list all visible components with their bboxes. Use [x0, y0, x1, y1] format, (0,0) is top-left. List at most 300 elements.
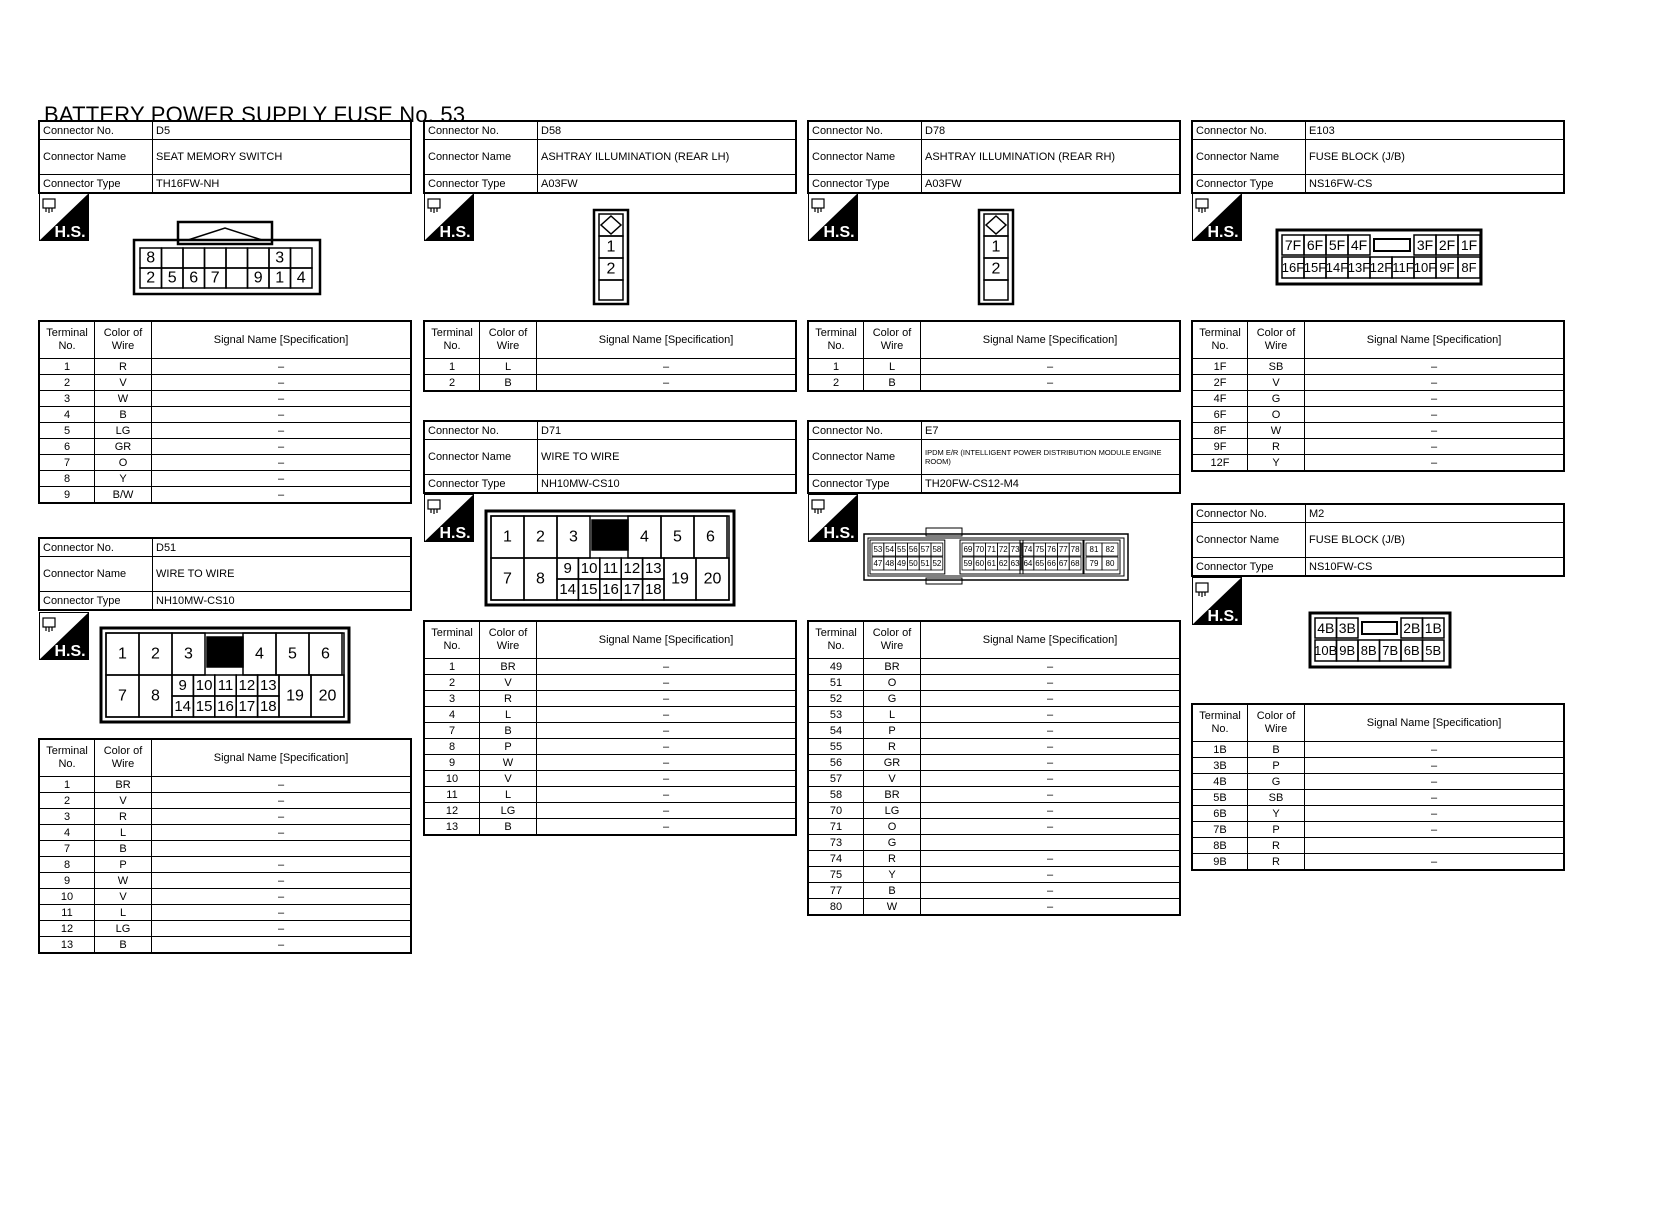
signal-cell: – [152, 439, 412, 455]
terminal-cell: 11 [424, 787, 480, 803]
label-connector-no: Connector No. [808, 421, 922, 440]
pin-label: 15F [1303, 260, 1327, 275]
connector-type-value: A03FW [922, 175, 1181, 194]
connector-type-value: TH20FW-CS12-M4 [922, 475, 1181, 494]
label-connector-name: Connector Name [39, 557, 153, 592]
table-row [808, 899, 1180, 916]
connector-e7-face [862, 526, 1130, 586]
terminal-cell: 55 [808, 739, 864, 755]
color-cell: B [480, 375, 537, 392]
connector-name-value: ASHTRAY ILLUMINATION (REAR LH) [538, 140, 797, 175]
pin-label: 10 [195, 677, 213, 694]
hs-label: H.S. [439, 224, 471, 241]
terminal-cell: 12 [39, 921, 95, 937]
signal-cell: – [921, 755, 1181, 771]
signal-cell: – [1305, 854, 1565, 871]
pin-label: 6 [189, 269, 199, 287]
terminal-cell: 3 [39, 391, 95, 407]
pin-label: 6F [1306, 237, 1324, 253]
color-cell: R [480, 691, 537, 707]
signal-cell: – [537, 819, 797, 836]
pin-label: 1F [1460, 237, 1478, 253]
signal-cell: – [537, 659, 797, 675]
color-cell: Y [1248, 455, 1305, 472]
pin-label: 3 [275, 249, 285, 267]
pin-label: 8 [146, 249, 156, 267]
signal-header: Signal Name [Specification] [921, 621, 1181, 659]
terminal-header: Terminal No. [424, 621, 480, 659]
terminal-cell: 58 [808, 787, 864, 803]
terminal-cell: 1 [39, 777, 95, 793]
label-connector-no: Connector No. [39, 121, 153, 140]
signal-cell: – [921, 359, 1181, 375]
color-cell: O [864, 675, 921, 691]
terminal-cell: 8B [1192, 838, 1248, 854]
pin-label: 19 [671, 570, 689, 588]
signal-header: Signal Name [Specification] [152, 739, 412, 777]
harness-side-icon [39, 612, 93, 664]
terminal-cell: 4 [39, 407, 95, 423]
harness-side-icon [424, 494, 478, 546]
terminal-cell: 2 [39, 375, 95, 391]
table-row [1192, 758, 1564, 774]
table-row [39, 487, 411, 504]
pin-label: 7B [1382, 643, 1399, 658]
connector-d5-face [132, 218, 322, 298]
color-cell: P [480, 739, 537, 755]
pin-label: 80 [1105, 559, 1115, 568]
table-row [808, 675, 1180, 691]
terminal-cell: 8 [424, 739, 480, 755]
terminal-cell: 70 [808, 803, 864, 819]
terminal-cell: 10 [424, 771, 480, 787]
signal-cell: – [152, 921, 412, 937]
pin-label: 1B [1424, 620, 1442, 636]
color-cell: B [864, 883, 921, 899]
connector-d78-face [977, 208, 1015, 306]
pin-label: 57 [920, 545, 930, 554]
terminal-table-m2 [1191, 703, 1565, 871]
signal-cell: – [1305, 359, 1565, 375]
table-row [1192, 774, 1564, 790]
pin-label: 81 [1089, 545, 1099, 554]
table-row [1192, 375, 1564, 391]
signal-header: Signal Name [Specification] [1305, 704, 1565, 742]
color-cell: R [864, 739, 921, 755]
table-row [39, 391, 411, 407]
harness-side-icon [1192, 193, 1246, 245]
signal-cell: – [152, 407, 412, 423]
pin-label: 1 [606, 238, 616, 256]
pin-label: 3B [1338, 620, 1356, 636]
table-row [39, 471, 411, 487]
pin-label: 3 [184, 645, 193, 663]
connector-type-value: A03FW [538, 175, 797, 194]
terminal-cell: 2 [808, 375, 864, 392]
color-cell: P [1248, 758, 1305, 774]
color-cell: W [480, 755, 537, 771]
table-row [424, 375, 796, 392]
pin-label: 7 [118, 687, 127, 705]
signal-cell: – [152, 937, 412, 954]
pin-label: 9 [178, 677, 187, 694]
harness-side-icon [1192, 577, 1246, 629]
table-row [1192, 838, 1564, 854]
pin-label: 66 [1047, 559, 1056, 568]
label-connector-no: Connector No. [424, 421, 538, 440]
pin-label: 8B [1360, 643, 1377, 658]
pin-label: 47 [873, 559, 883, 568]
table-row [808, 787, 1180, 803]
harness-side-icon [424, 193, 478, 245]
terminal-cell: 1 [424, 659, 480, 675]
pin-label: 72 [998, 545, 1008, 554]
color-cell: O [864, 819, 921, 835]
label-connector-type: Connector Type [1192, 558, 1306, 577]
pin-label: 12 [623, 560, 641, 577]
signal-cell: – [921, 867, 1181, 883]
signal-cell: – [921, 787, 1181, 803]
terminal-table-d51 [38, 738, 412, 954]
color-cell: L [480, 787, 537, 803]
connector-type-value: NS10FW-CS [1306, 558, 1565, 577]
table-row [808, 359, 1180, 375]
connector-no-value: M2 [1306, 504, 1565, 523]
pin-label: 67 [1058, 559, 1068, 568]
color-header: Color of Wire [1248, 704, 1305, 742]
terminal-cell: 1B [1192, 742, 1248, 758]
terminal-cell: 1F [1192, 359, 1248, 375]
table-row [808, 691, 1180, 707]
signal-cell: – [921, 771, 1181, 787]
pin-label: 12 [238, 677, 256, 694]
pin-label: 82 [1105, 545, 1115, 554]
signal-cell: – [152, 375, 412, 391]
signal-cell [152, 841, 412, 857]
connector-e103-face [1275, 228, 1483, 286]
pin-label: 5 [673, 528, 682, 546]
color-cell: BR [864, 659, 921, 675]
terminal-cell: 56 [808, 755, 864, 771]
pin-label: 69 [963, 545, 973, 554]
table-row [39, 889, 411, 905]
pin-label: 2 [991, 260, 1001, 278]
connector-no-value: D78 [922, 121, 1181, 140]
table-row [808, 771, 1180, 787]
hs-label: H.S. [54, 643, 86, 660]
signal-cell: – [921, 739, 1181, 755]
label-connector-no: Connector No. [1192, 504, 1306, 523]
table-row [1192, 439, 1564, 455]
terminal-table-d5 [38, 320, 412, 504]
table-row [1192, 806, 1564, 822]
label-connector-type: Connector Type [39, 175, 153, 194]
terminal-cell: 1 [808, 359, 864, 375]
signal-cell: – [921, 659, 1181, 675]
pin-label: 13 [259, 677, 277, 694]
pin-label: 74 [1023, 545, 1033, 554]
signal-cell: – [537, 675, 797, 691]
terminal-header: Terminal No. [808, 321, 864, 359]
connector-no-value: D51 [153, 538, 412, 557]
label-connector-type: Connector Type [808, 175, 922, 194]
pin-label: 18 [644, 581, 662, 598]
signal-cell: – [537, 755, 797, 771]
signal-cell: – [152, 777, 412, 793]
pin-label: 53 [873, 545, 883, 554]
terminal-cell: 3B [1192, 758, 1248, 774]
pin-label: 4B [1317, 620, 1335, 636]
table-row [808, 803, 1180, 819]
terminal-cell: 7B [1192, 822, 1248, 838]
connector-name-value: FUSE BLOCK (J/B) [1306, 140, 1565, 175]
terminal-cell: 49 [808, 659, 864, 675]
hs-label: H.S. [1207, 224, 1239, 241]
connector-d71-face [484, 509, 736, 607]
color-cell: B [480, 819, 537, 836]
pin-label: 61 [987, 559, 996, 568]
pin-label: 18 [259, 698, 277, 715]
pin-label: 60 [975, 559, 985, 568]
signal-cell: – [152, 455, 412, 471]
pin-label: 64 [1023, 559, 1033, 568]
connector-header-d51 [38, 537, 412, 611]
signal-cell: – [921, 691, 1181, 707]
color-header: Color of Wire [1248, 321, 1305, 359]
terminal-cell: 7 [39, 841, 95, 857]
signal-cell: – [1305, 742, 1565, 758]
terminal-cell: 8 [39, 471, 95, 487]
terminal-cell: 57 [808, 771, 864, 787]
terminal-cell: 5 [39, 423, 95, 439]
pin-label: 48 [885, 559, 895, 568]
table-row [39, 937, 411, 954]
connector-no-value: D71 [538, 421, 797, 440]
table-row [39, 921, 411, 937]
signal-cell [1305, 838, 1565, 854]
color-cell: B [95, 841, 152, 857]
harness-side-icon [808, 494, 862, 546]
hs-label: H.S. [54, 224, 86, 241]
pin-label: 8 [151, 687, 160, 705]
table-row [39, 905, 411, 921]
signal-cell: – [1305, 407, 1565, 423]
terminal-header: Terminal No. [1192, 321, 1248, 359]
signal-cell: – [921, 883, 1181, 899]
pin-label: 8 [536, 570, 545, 588]
signal-cell: – [152, 359, 412, 375]
pin-label: 2 [146, 269, 156, 287]
label-connector-no: Connector No. [1192, 121, 1306, 140]
table-row [424, 659, 796, 675]
terminal-cell: 12F [1192, 455, 1248, 472]
terminal-cell: 53 [808, 707, 864, 723]
table-row [1192, 391, 1564, 407]
terminal-cell: 4B [1192, 774, 1248, 790]
label-connector-name: Connector Name [1192, 523, 1306, 558]
pin-label: 5 [167, 269, 177, 287]
color-cell: L [864, 359, 921, 375]
table-row [424, 723, 796, 739]
terminal-cell: 5B [1192, 790, 1248, 806]
signal-cell: – [537, 359, 797, 375]
pin-label: 52 [932, 559, 942, 568]
table-row [39, 777, 411, 793]
color-header: Color of Wire [480, 621, 537, 659]
signal-cell: – [152, 857, 412, 873]
color-header: Color of Wire [864, 321, 921, 359]
terminal-cell: 6F [1192, 407, 1248, 423]
color-cell: G [1248, 774, 1305, 790]
pin-label: 58 [932, 545, 942, 554]
pin-label: 77 [1058, 545, 1068, 554]
hs-label: H.S. [823, 525, 855, 542]
color-cell: W [95, 391, 152, 407]
table-row [39, 359, 411, 375]
signal-cell: – [537, 739, 797, 755]
table-row [424, 739, 796, 755]
color-cell: SB [1248, 359, 1305, 375]
table-row [39, 809, 411, 825]
table-row [808, 739, 1180, 755]
pin-label: 59 [963, 559, 973, 568]
table-row [39, 455, 411, 471]
label-connector-type: Connector Type [1192, 175, 1306, 194]
table-row [39, 375, 411, 391]
signal-cell: – [537, 691, 797, 707]
color-cell: V [1248, 375, 1305, 391]
pin-label: 75 [1035, 545, 1045, 554]
color-cell: Y [864, 867, 921, 883]
pin-label: 10 [580, 560, 598, 577]
terminal-cell: 7 [424, 723, 480, 739]
signal-cell: – [537, 803, 797, 819]
label-connector-no: Connector No. [39, 538, 153, 557]
pin-label: 73 [1010, 545, 1020, 554]
table-row [39, 407, 411, 423]
pin-label: 4 [296, 269, 306, 287]
color-cell: V [864, 771, 921, 787]
terminal-cell: 8 [39, 857, 95, 873]
terminal-cell: 71 [808, 819, 864, 835]
pin-label: 6 [706, 528, 715, 546]
terminal-cell: 2 [424, 675, 480, 691]
pin-label: 1 [503, 528, 512, 546]
color-header: Color of Wire [480, 321, 537, 359]
label-connector-name: Connector Name [808, 440, 922, 475]
pin-label: 16 [602, 581, 619, 598]
pin-label: 14 [174, 698, 192, 715]
color-cell: P [864, 723, 921, 739]
color-cell: LG [95, 921, 152, 937]
terminal-table-d78 [807, 320, 1181, 392]
pin-label: 15 [580, 581, 598, 598]
table-row [39, 825, 411, 841]
table-row [808, 851, 1180, 867]
hs-label: H.S. [439, 525, 471, 542]
terminal-cell: 11 [39, 905, 95, 921]
color-cell: V [480, 771, 537, 787]
connector-name-value: ASHTRAY ILLUMINATION (REAR RH) [922, 140, 1181, 175]
table-row [808, 755, 1180, 771]
signal-cell: – [1305, 774, 1565, 790]
terminal-table-e7 [807, 620, 1181, 916]
label-connector-name: Connector Name [808, 140, 922, 175]
pin-label: 4 [640, 528, 649, 546]
label-connector-name: Connector Name [1192, 140, 1306, 175]
connector-name-value: SEAT MEMORY SWITCH [153, 140, 412, 175]
pin-label: 50 [908, 559, 918, 568]
harness-side-icon [808, 193, 862, 245]
connector-no-value: E103 [1306, 121, 1565, 140]
terminal-cell: 3 [39, 809, 95, 825]
color-cell: GR [864, 755, 921, 771]
color-cell: P [95, 857, 152, 873]
color-cell: V [95, 889, 152, 905]
terminal-cell: 9 [39, 873, 95, 889]
table-row [424, 787, 796, 803]
terminal-cell: 7 [39, 455, 95, 471]
signal-cell: – [921, 675, 1181, 691]
connector-d58-face [592, 208, 630, 306]
signal-cell: – [921, 899, 1181, 916]
pin-label: 9B [1339, 643, 1356, 658]
color-cell: W [95, 873, 152, 889]
pin-label: 1 [118, 645, 127, 663]
signal-cell: – [537, 723, 797, 739]
signal-header: Signal Name [Specification] [921, 321, 1181, 359]
pin-label: 1 [275, 269, 285, 287]
table-row [808, 659, 1180, 675]
color-cell: G [1248, 391, 1305, 407]
color-header: Color of Wire [95, 739, 152, 777]
terminal-header: Terminal No. [808, 621, 864, 659]
connector-type-value: NH10MW-CS10 [538, 475, 797, 494]
connector-name-value: WIRE TO WIRE [153, 557, 412, 592]
terminal-header: Terminal No. [39, 321, 95, 359]
signal-cell: – [152, 889, 412, 905]
pin-label: 7F [1284, 237, 1302, 253]
terminal-cell: 8F [1192, 423, 1248, 439]
signal-cell: – [152, 905, 412, 921]
table-row [39, 423, 411, 439]
table-row [808, 375, 1180, 392]
page-title: BATTERY POWER SUPPLY FUSE No. 53 [44, 102, 466, 127]
color-cell: O [95, 455, 152, 471]
pin-label: 10B [1314, 643, 1338, 658]
pin-label: 13F [1347, 260, 1371, 275]
table-row [808, 723, 1180, 739]
label-connector-type: Connector Type [808, 475, 922, 494]
table-row [808, 707, 1180, 723]
color-cell: B [95, 407, 152, 423]
color-cell: B [864, 375, 921, 392]
color-cell: L [480, 707, 537, 723]
table-row [808, 835, 1180, 851]
table-row [424, 803, 796, 819]
terminal-table-d58 [423, 320, 797, 392]
pin-label: 11 [602, 560, 619, 577]
table-row [424, 691, 796, 707]
color-cell: L [480, 359, 537, 375]
signal-cell: – [1305, 375, 1565, 391]
hs-label: H.S. [1207, 608, 1239, 625]
color-cell: G [864, 691, 921, 707]
pin-label: 54 [885, 545, 895, 554]
pin-label: 62 [998, 559, 1008, 568]
table-row [424, 771, 796, 787]
pin-label: 17 [238, 698, 256, 715]
